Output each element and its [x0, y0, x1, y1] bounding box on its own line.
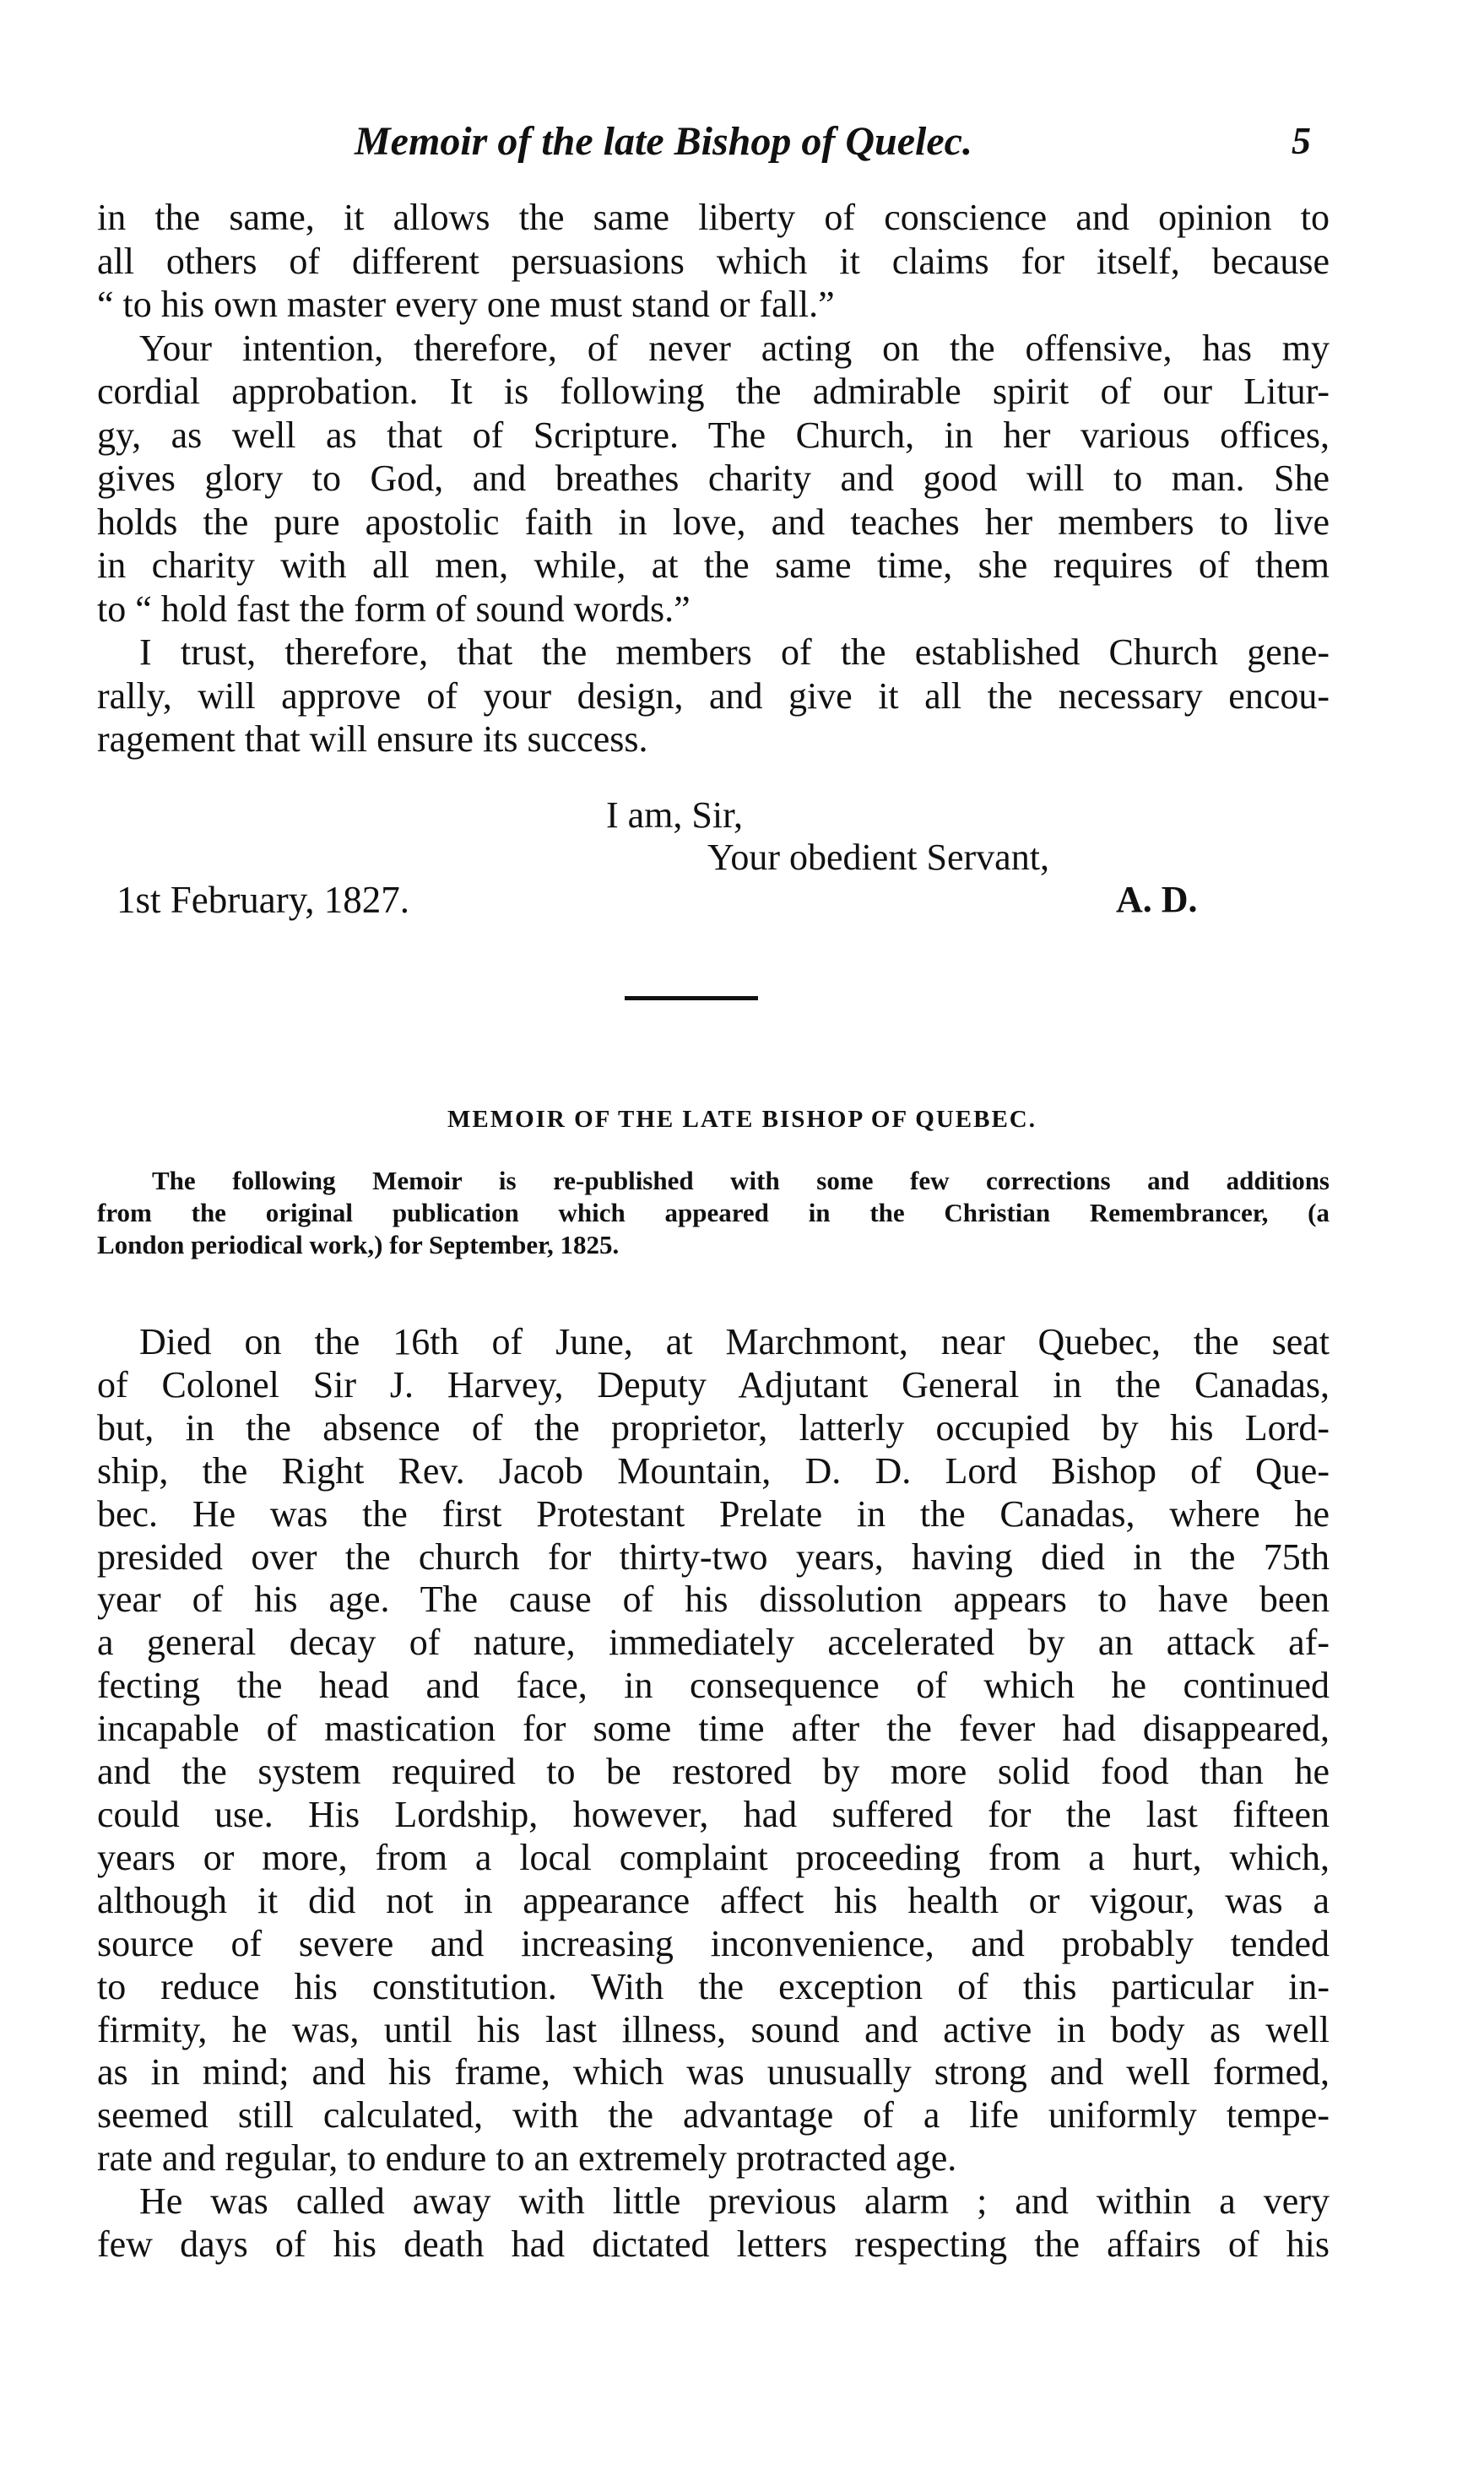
memoir-line: Died on the 16th of June, at Marchmont, near Quebec, the seat	[139, 1321, 1330, 1362]
signature: A. D.	[1116, 879, 1198, 920]
memoir-body	[97, 1321, 1330, 2266]
letter-line: all others of different persuasions which it claims for itself, because	[97, 240, 1330, 282]
note-line: London periodical work,) for September, 1825.	[97, 1230, 620, 1259]
memoir-line: firmity, he was, until his last illness, sound and active in body as well	[97, 2008, 1330, 2050]
memoir-line: incapable of mastication for some time after the fever had disappeared,	[97, 1708, 1330, 1750]
letter-line: gy, as well as that of Scripture. The Church, in her various offices,	[97, 414, 1330, 456]
letter-line: rally, will approve of your design, and give it all the necessary encou-	[97, 674, 1330, 717]
memoir-line: a general decay of nature, immediately accelerated by an attack af-	[97, 1622, 1330, 1664]
note-line: from the original publication which appeared in the Christian Remembrancer, (a	[97, 1198, 1330, 1227]
memoir-line: of Colonel Sir J. Harvey, Deputy Adjutant General in the Canadas,	[97, 1363, 1330, 1405]
running-title: Memoir of the late Bishop of Quelec.	[355, 119, 972, 164]
letter-line: holds the pure apostolic faith in love, and teaches her members to live	[97, 501, 1330, 543]
memoir-line: as in mind; and his frame, which was unusually strong and well formed,	[97, 2051, 1330, 2093]
salutation: I am, Sir,	[606, 794, 743, 836]
memoir-line: ship, the Right Rev. Jacob Mountain, D. D. Lord Bishop of Que-	[97, 1449, 1330, 1492]
memoir-line: bec. He was the first Protestant Prelate in the Canadas, where he	[97, 1492, 1330, 1535]
memoir-line: could use. His Lordship, however, had suffered for the last fifteen	[97, 1793, 1330, 1835]
letter-line: Your intention, therefore, of never acting on the offensive, has my	[139, 327, 1330, 369]
note-line: The following Memoir is re-published with some few corrections and additions	[152, 1166, 1330, 1195]
letter-body	[97, 196, 1330, 761]
letter-line: in charity with all men, while, at the same time, she requires of them	[97, 544, 1330, 586]
letter-line: in the same, it allows the same liberty of conscience and opinion to	[97, 197, 1330, 238]
letter-line: I trust, therefore, that the members of the established Church gene-	[139, 631, 1330, 673]
letter-line: to “ hold fast the form of sound words.”	[97, 588, 691, 630]
letter-line: gives glory to God, and breathes charity and good will to man. She	[97, 458, 1330, 499]
letter-line: cordial approbation. It is following the admirable spirit of our Litur-	[97, 371, 1330, 412]
memoir-line: seemed still calculated, with the advantage of a life uniformly tempe-	[97, 2094, 1330, 2137]
memoir-line: presided over the church for thirty-two years, having died in the 75th	[97, 1535, 1330, 1578]
valediction: Your obedient Servant,	[707, 837, 1049, 878]
section-heading: MEMOIR OF THE LATE BISHOP OF QUEBEC.	[447, 1106, 1037, 1133]
section-divider	[625, 996, 758, 1000]
memoir-line: although it did not in appearance affect his health or vigour, was a	[97, 1879, 1330, 1921]
memoir-line: year of his age. The cause of his dissolution appears to have been	[97, 1579, 1330, 1621]
memoir-line: source of severe and increasing inconvenience, and probably tended	[97, 1922, 1330, 1964]
letter-line: ragement that will ensure its success.	[97, 718, 648, 760]
editorial-note	[97, 1165, 1330, 1261]
memoir-line: to reduce his constitution. With the exception of this particular in-	[97, 1965, 1330, 2007]
memoir-line: but, in the absence of the proprietor, latterly occupied by his Lord-	[97, 1406, 1330, 1449]
memoir-line: fecting the head and face, in consequence of which he continued	[97, 1665, 1330, 1707]
memoir-line: and the system required to be restored by more solid food than he	[97, 1751, 1330, 1793]
page-number: 5	[1292, 119, 1311, 162]
letter-line: “ to his own master every one must stand or fall.”	[97, 284, 835, 325]
memoir-line: years or more, from a local complaint proceeding from a hurt, which,	[97, 1836, 1330, 1878]
memoir-line: few days of his death had dictated letters respecting the affairs of his	[97, 2223, 1330, 2266]
letter-date: 1st February, 1827.	[116, 879, 410, 921]
memoir-line: He was called away with little previous alarm ; and within a very	[139, 2180, 1330, 2223]
memoir-line: rate and regular, to endure to an extremely protracted age.	[97, 2137, 957, 2180]
running-head	[101, 118, 1384, 177]
